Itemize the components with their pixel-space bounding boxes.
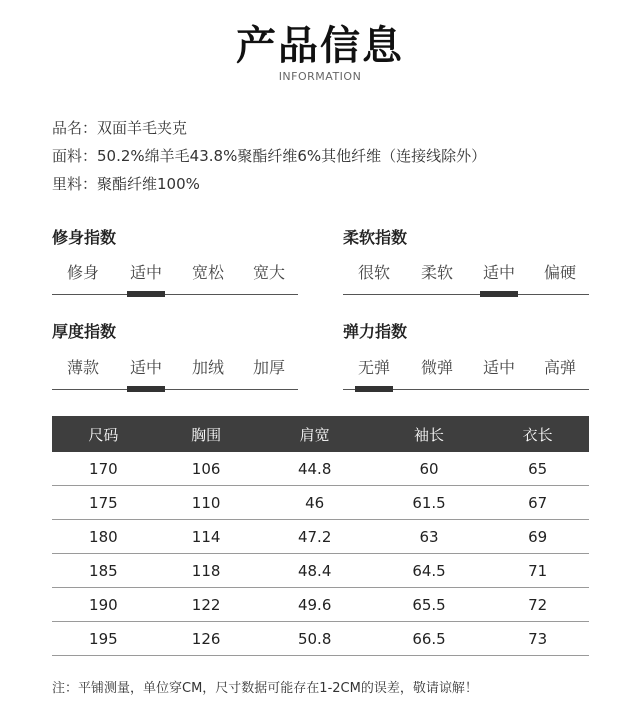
column-header: 肩宽	[258, 416, 372, 452]
info-value: 双面羊毛夹克	[97, 119, 188, 137]
table-cell: 126	[155, 622, 258, 656]
table-cell: 114	[155, 520, 258, 554]
scale-option: 微弹	[420, 358, 453, 377]
scale-option: 适中	[482, 263, 515, 282]
scale-option: 修身	[66, 263, 99, 282]
table-row	[52, 520, 589, 554]
table-cell: 170	[52, 452, 155, 486]
thickness-index-title: 厚度指数	[52, 322, 117, 341]
info-lining	[52, 173, 200, 194]
table-cell: 50.8	[258, 622, 372, 656]
scale-option: 薄款	[66, 358, 99, 377]
table-cell: 61.5	[372, 486, 486, 520]
scale-option: 很软	[357, 263, 390, 282]
softness-index-scale	[343, 260, 589, 300]
elasticity-index-scale	[343, 355, 589, 395]
scale-option: 偏硬	[543, 263, 576, 282]
measurement-note: 注：平铺测量，单位穿CM，尺寸数据可能存在1-2CM的误差，敬请谅解！	[52, 681, 478, 696]
info-fabric	[52, 145, 486, 166]
table-cell: 73	[486, 622, 589, 656]
scale-line	[52, 389, 298, 390]
table-cell: 69	[486, 520, 589, 554]
scale-marker	[127, 386, 165, 392]
fit-index-title: 修身指数	[52, 228, 117, 247]
column-header: 尺码	[52, 416, 155, 452]
info-product-name	[52, 117, 187, 138]
table-cell: 71	[486, 554, 589, 588]
table-row	[52, 554, 589, 588]
page-subtitle: INFORMATION	[278, 70, 362, 83]
column-header: 胸围	[155, 416, 258, 452]
scale-option: 适中	[129, 263, 162, 282]
page-title: 产品信息	[236, 23, 404, 69]
thickness-index-scale	[52, 355, 298, 395]
scale-option: 宽大	[252, 263, 285, 282]
table-row	[52, 486, 589, 520]
table-cell: 44.8	[258, 452, 372, 486]
fit-index-scale	[52, 260, 298, 300]
table-row	[52, 452, 589, 486]
info-label: 品名：	[52, 119, 98, 137]
table-cell: 180	[52, 520, 155, 554]
table-cell: 72	[486, 588, 589, 622]
table-cell: 64.5	[372, 554, 486, 588]
scale-option: 加厚	[252, 358, 285, 377]
table-cell: 66.5	[372, 622, 486, 656]
table-cell: 122	[155, 588, 258, 622]
table-header-row	[52, 416, 589, 452]
table-cell: 65	[486, 452, 589, 486]
scale-option: 宽松	[191, 263, 224, 282]
table-cell: 63	[372, 520, 486, 554]
table-cell: 118	[155, 554, 258, 588]
info-label: 面料：	[52, 147, 98, 165]
elasticity-index-title: 弹力指数	[343, 322, 408, 341]
column-header: 袖长	[372, 416, 486, 452]
table-cell: 190	[52, 588, 155, 622]
scale-option: 无弹	[357, 358, 390, 377]
table-cell: 106	[155, 452, 258, 486]
table-cell: 195	[52, 622, 155, 656]
table-cell: 48.4	[258, 554, 372, 588]
info-value: 50.2%绵羊毛43.8%聚酯纤维6%其他纤维（连接线除外）	[97, 147, 487, 165]
table-row	[52, 588, 589, 622]
column-header: 衣长	[486, 416, 589, 452]
table-cell: 60	[372, 452, 486, 486]
scale-option: 适中	[129, 358, 162, 377]
softness-index-title: 柔软指数	[343, 228, 408, 247]
table-cell: 65.5	[372, 588, 486, 622]
scale-option: 高弹	[543, 358, 576, 377]
table-cell: 110	[155, 486, 258, 520]
table-cell: 49.6	[258, 588, 372, 622]
size-table	[52, 416, 589, 656]
table-row	[52, 622, 589, 656]
scale-line	[52, 294, 298, 295]
table-cell: 47.2	[258, 520, 372, 554]
scale-option: 适中	[482, 358, 515, 377]
scale-line	[343, 294, 589, 295]
scale-option: 加绒	[191, 358, 224, 377]
info-label: 里料：	[52, 175, 98, 193]
table-cell: 175	[52, 486, 155, 520]
scale-marker	[355, 386, 393, 392]
scale-marker	[127, 291, 165, 297]
scale-marker	[480, 291, 518, 297]
scale-option: 柔软	[420, 263, 453, 282]
table-cell: 67	[486, 486, 589, 520]
info-value: 聚酯纤维100%	[97, 175, 200, 193]
table-cell: 185	[52, 554, 155, 588]
table-cell: 46	[258, 486, 372, 520]
